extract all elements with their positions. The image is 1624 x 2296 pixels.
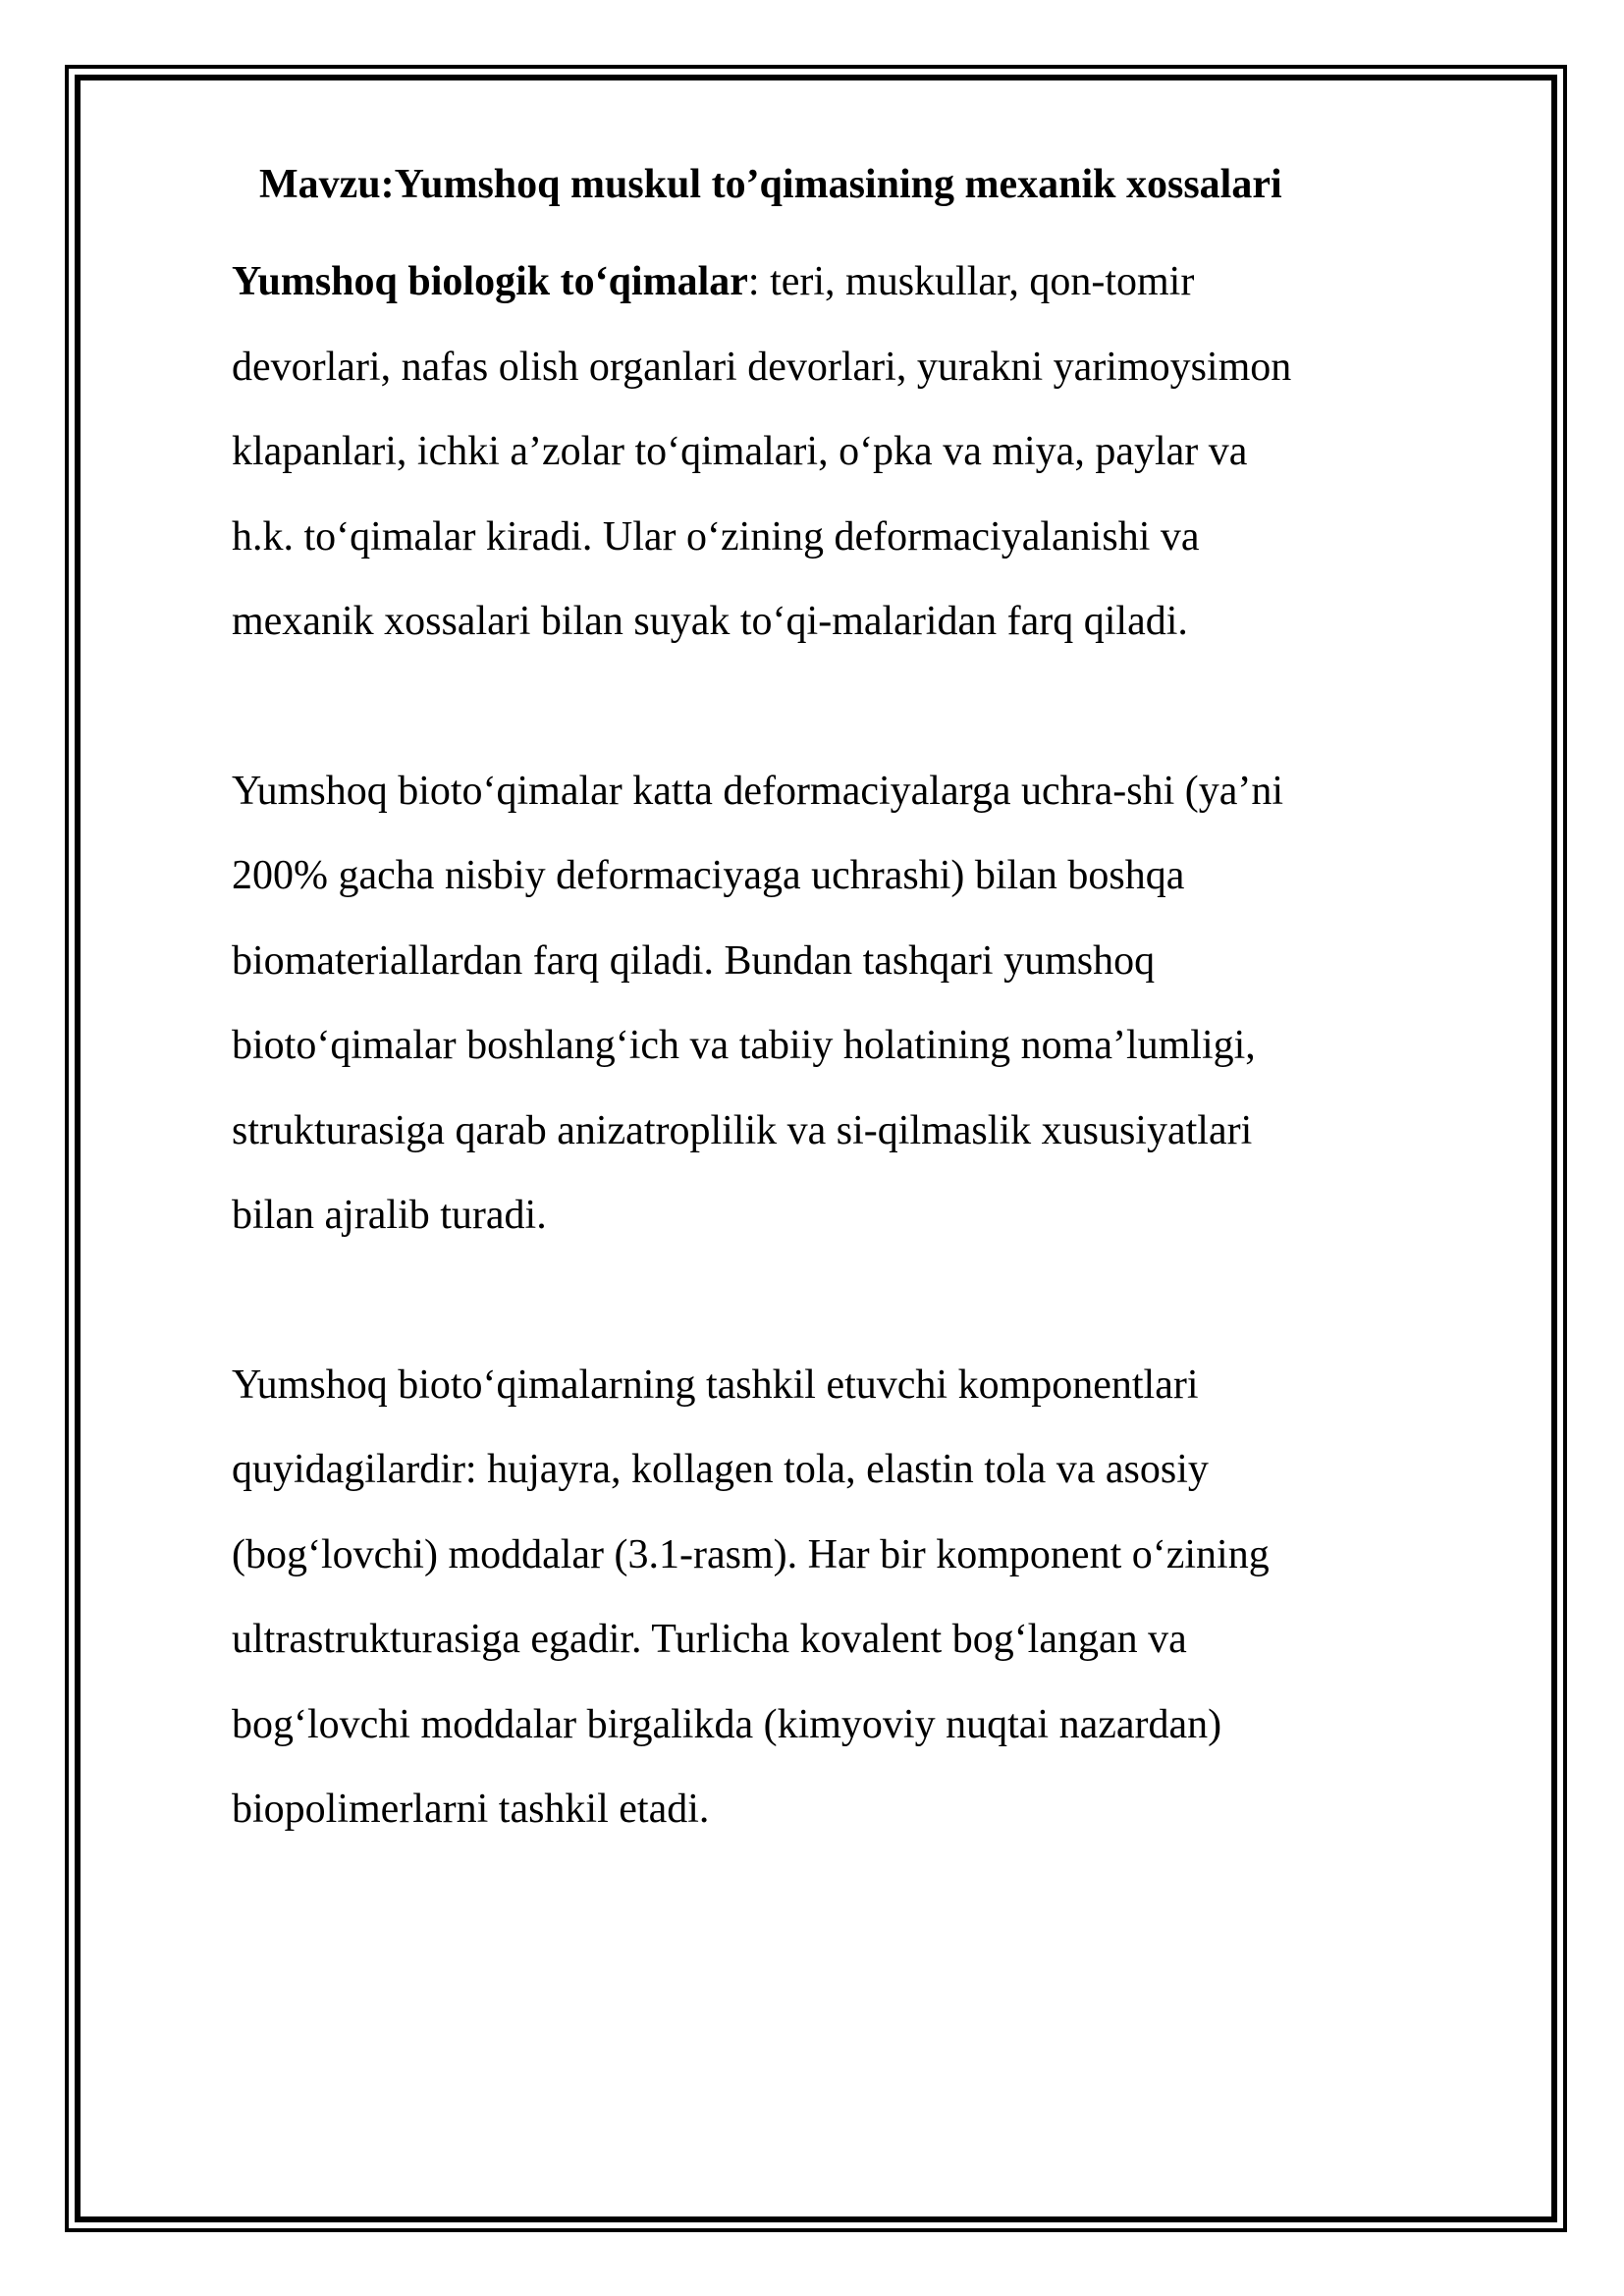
paragraph-2-line-4: bioto‘qimalar boshlang‘ich va tabiiy holatining noma’lumligi, (232, 1023, 1256, 1068)
paragraph-3-line-6: biopolimerlarni tashkil etadi. (232, 1787, 710, 1832)
paragraph-2-line-2: 200% gacha nisbiy deformaciyaga uchrashi) bilan boshqa (232, 853, 1185, 898)
paragraph-3-line-5: bog‘lovchi moddalar birgalikda (kimyoviy nuqtai nazardan) (232, 1701, 1222, 1747)
paragraph-3-line-1: Yumshoq bioto‘qimalarning tashkil etuvchi komponentlari (232, 1362, 1199, 1408)
paragraph-2-line-3: biomateriallardan farq qiladi. Bundan tashqari yumshoq (232, 937, 1156, 984)
paragraph-2 (232, 749, 1508, 1258)
document-body (232, 157, 1508, 1852)
paragraph-1-line-2: devorlari, nafas olish organlari devorlari, yurakni yarimoysimon (232, 344, 1292, 390)
paragraph-3 (232, 1343, 1508, 1852)
paragraph-1-line-4: h.k. to‘qimalar kiradi. Ular o‘zining deformaciyalanishi va (232, 513, 1200, 560)
paragraph-1-line-1-text: : teri, muskullar, qon-tomir (747, 259, 1195, 304)
paragraph-2-line-1: Yumshoq bioto‘qimalar katta deformaciyalarga uchra-shi (ya’ni (232, 768, 1284, 814)
paragraph-1 (232, 240, 1508, 665)
paragraph-2-line-6: bilan ajralib turadi. (232, 1193, 547, 1238)
paragraph-1-line-3: klapanlari, ichki a’zolar to‘qimalari, o‘pka va miya, paylar va (232, 429, 1248, 474)
document-title: Mavzu:Yumshoq muskul to’qimasining mexanik xossalari (259, 162, 1282, 207)
defined-term: Yumshoq biologik to‘qimalar (232, 259, 748, 304)
paragraph-3-line-3: (bog‘lovchi) moddalar (3.1-rasm). Har bir komponent o‘zining (232, 1531, 1270, 1577)
paragraph-1-line-5: mexanik xossalari bilan suyak to‘qi-malaridan farq qiladi. (232, 599, 1188, 644)
paragraph-3-line-4: ultrastrukturasiga egadir. Turlicha kovalent bog‘langan va (232, 1617, 1187, 1662)
paragraph-1-line-1 (232, 240, 1508, 325)
paragraph-3-line-2: quyidagilardir: hujayra, kollagen tola, elastin tola va asosiy (232, 1447, 1209, 1492)
paragraph-2-line-5: strukturasiga qarab anizatroplilik va si-qilmaslik xususiyatlari (232, 1107, 1253, 1153)
